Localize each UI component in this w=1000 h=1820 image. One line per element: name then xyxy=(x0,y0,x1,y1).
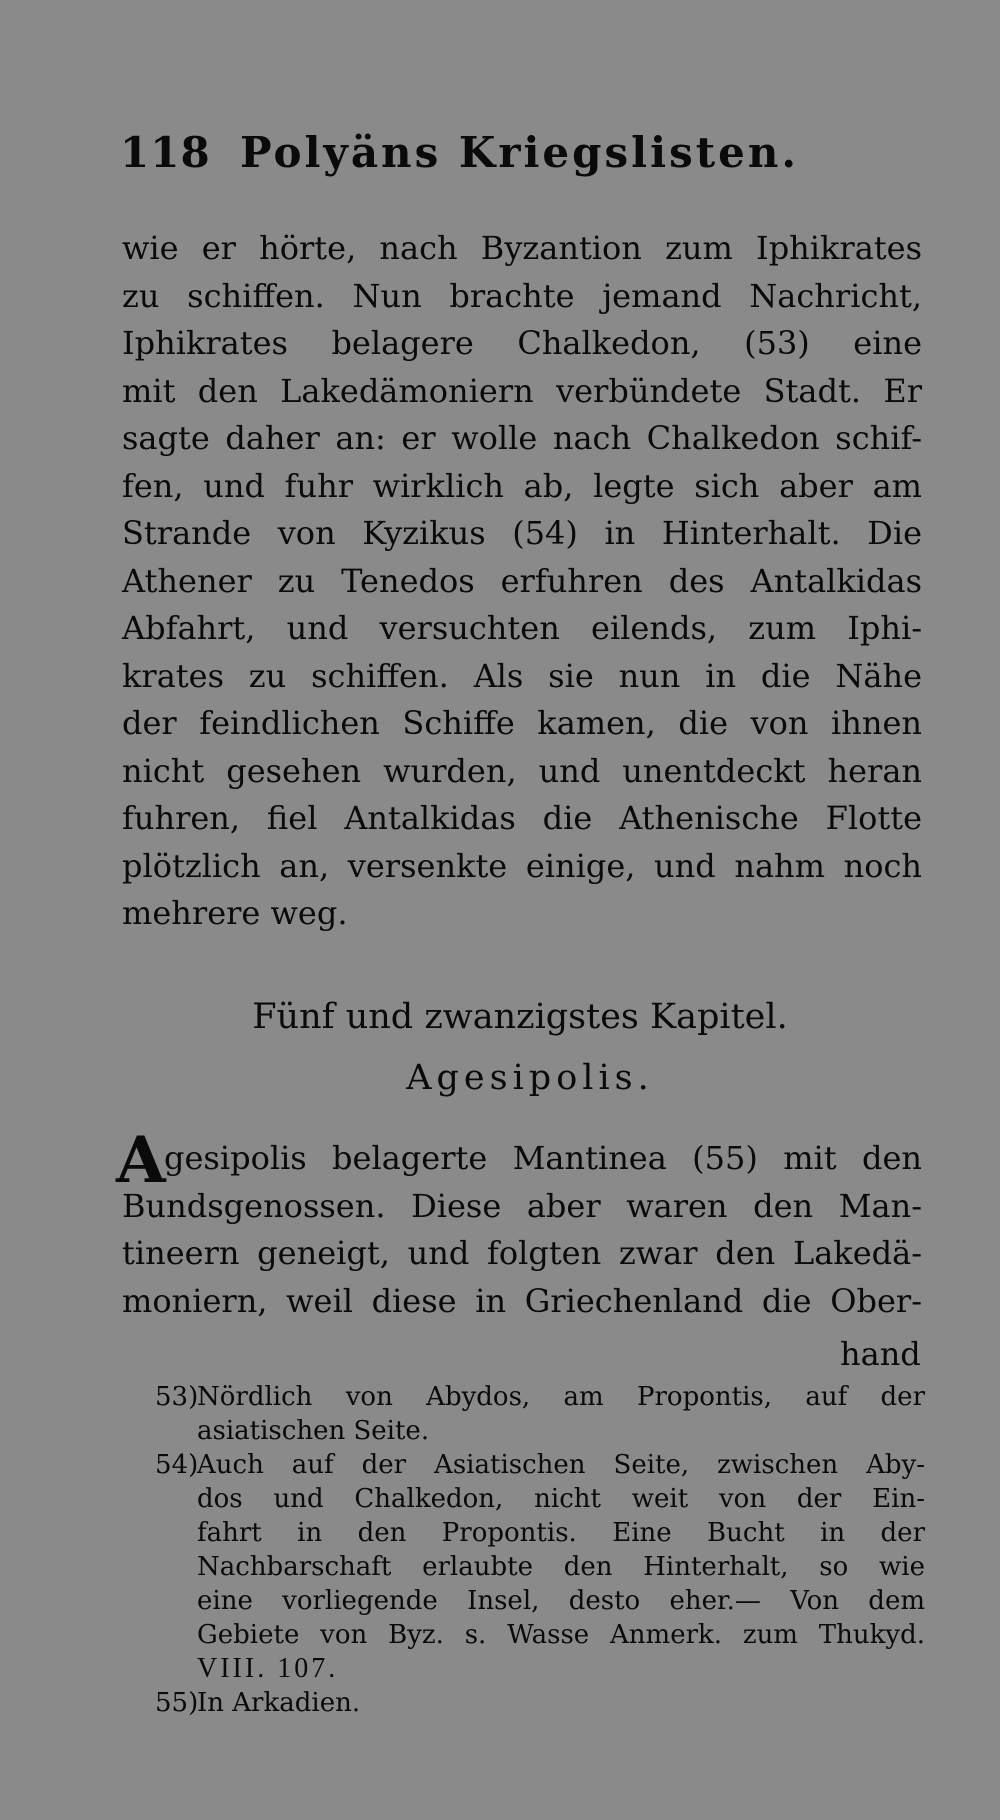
footnotes xyxy=(155,1380,925,1720)
footnote-53 xyxy=(155,1380,925,1448)
chapter-title: Fünf und zwanzigstes Kapitel. xyxy=(252,997,788,1037)
footnote-line: Nördlich von Abydos, am Propontis, auf der xyxy=(197,1382,925,1412)
text-line: gesipolis belagerte Mantinea (55) mit den xyxy=(164,1139,922,1177)
text-line: Abfahrt, und versuchten eilends, zum Iphi- xyxy=(122,609,922,647)
text-line: Athener zu Tenedos erfuhren des Antalkidas xyxy=(122,561,922,600)
footnote-54 xyxy=(155,1448,925,1686)
drop-cap: A xyxy=(116,1123,166,1198)
text-line: Iphikrates belagere Chalkedon, (53) eine xyxy=(122,324,922,362)
footnote-line: Gebiete von Byz. s. Wasse Anmerk. zum Thukyd. xyxy=(197,1620,925,1650)
text-line: krates zu schiffen. Als sie nun in die Nähe xyxy=(122,656,922,695)
paragraph-agesipolis xyxy=(116,1123,922,1325)
footnote-line: eine vorliegende Insel, desto eher.— Von dem xyxy=(197,1586,925,1616)
footnote-line: VIII. 107. xyxy=(197,1653,339,1684)
footnote-number: 53) xyxy=(155,1382,199,1412)
footnote-line: asiatischen Seite. xyxy=(197,1416,430,1446)
text-line: tineern geneigt, und folgten zwar den Lakedä- xyxy=(122,1234,922,1272)
text-line: fuhren, fiel Antalkidas die Athenische Flotte xyxy=(122,799,922,837)
footnote-line: In Arkadien. xyxy=(197,1688,361,1718)
paragraph-antalkidas xyxy=(122,225,922,938)
footnote-line: Nachbarschaft erlaubte den Hinterhalt, so wie xyxy=(197,1552,925,1582)
text-line: Strande von Kyzikus (54) in Hinterhalt. Die xyxy=(122,514,922,552)
text-line: Bundsgenossen. Diese aber waren den Man- xyxy=(122,1186,922,1225)
text-line: wie er hörte, nach Byzantion zum Iphikrates xyxy=(122,229,922,267)
footnote-55 xyxy=(155,1686,925,1720)
page-number: 118 xyxy=(120,128,211,177)
text-line: fen, und fuhr wirklich ab, legte sich aber am xyxy=(122,466,922,505)
footnote-line: dos und Chalkedon, nicht weit von der Ein- xyxy=(197,1484,925,1514)
footnote-number: 55) xyxy=(155,1688,199,1718)
footnote-line: Auch auf der Asiatischen Seite, zwischen Aby- xyxy=(197,1450,925,1480)
catchword: hand xyxy=(840,1335,921,1373)
text-line: mit den Lakedämoniern verbündete Stadt. Er xyxy=(122,371,922,410)
text-line: plötzlich an, versenkte einige, und nahm noch xyxy=(122,846,922,885)
text-line: der feindlichen Schiffe kamen, die von ihnen xyxy=(122,704,922,742)
page-header xyxy=(120,128,810,188)
footnote-line: fahrt in den Propontis. Eine Bucht in der xyxy=(197,1518,925,1548)
text-line: sagte daher an: er wolle nach Chalkedon schif- xyxy=(122,419,922,457)
footnote-number: 54) xyxy=(155,1450,199,1480)
chapter-subtitle: Agesipolis. xyxy=(406,1058,654,1098)
text-line: moniern, weil diese in Griechenland die Ober- xyxy=(122,1281,922,1320)
text-line: zu schiffen. Nun brachte jemand Nachricht, xyxy=(122,276,922,315)
text-line: mehrere weg. xyxy=(122,894,348,932)
running-title: Polyäns Kriegslisten. xyxy=(240,128,800,177)
text-line: nicht gesehen wurden, und unentdeckt heran xyxy=(122,751,922,790)
